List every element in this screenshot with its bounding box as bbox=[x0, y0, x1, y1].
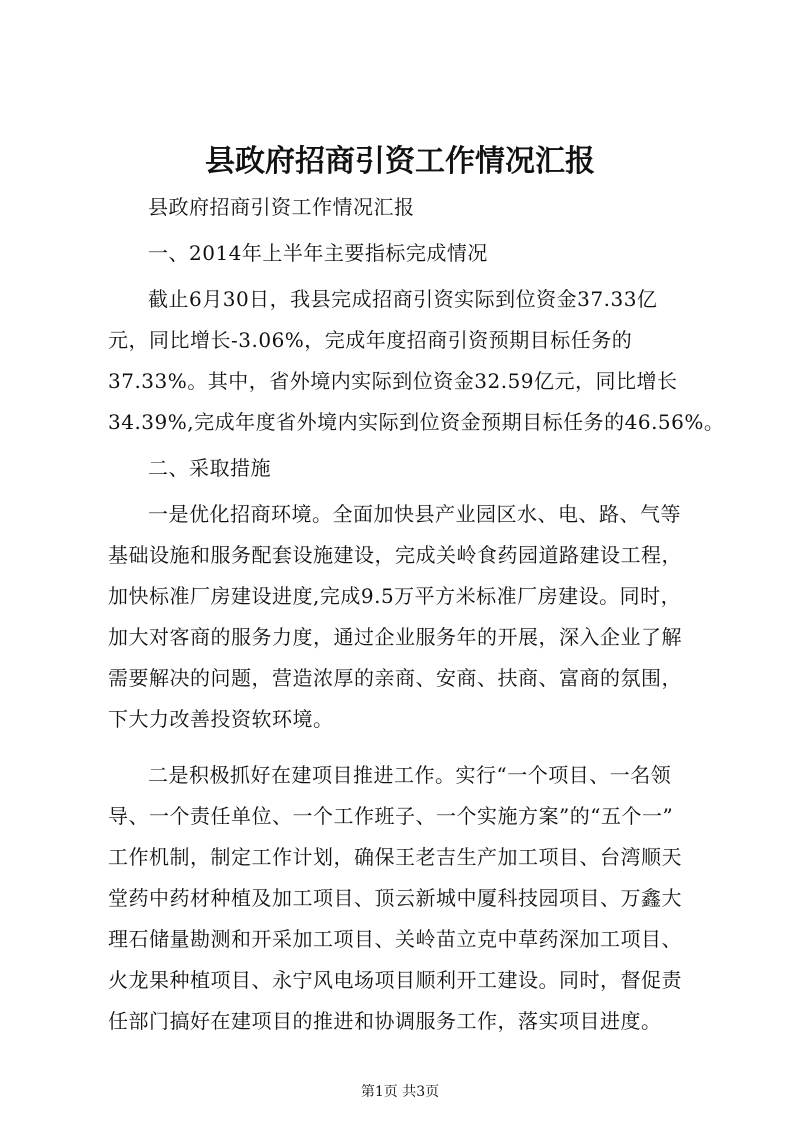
paragraph-line: 导、一个责任单位、一个工作班子、一个实施方案”的“五个一” bbox=[108, 804, 674, 828]
paragraph-line: 堂药中药材种植及加工项目、顶云新城中厦科技园项目、万鑫大 bbox=[108, 886, 682, 910]
paragraph-line: 火龙果种植项目、永宁风电场项目顺利开工建设。同时，督促责 bbox=[108, 968, 682, 992]
paragraph-3 bbox=[108, 755, 708, 1042]
paragraph-line: 任部门搞好在建项目的推进和协调服务工作，落实项目进度。 bbox=[108, 1009, 662, 1033]
page-title: 县政府招商引资工作情况汇报 bbox=[205, 144, 595, 179]
subtitle-line: 县政府招商引资工作情况汇报 bbox=[148, 195, 415, 219]
paragraph-2 bbox=[108, 494, 708, 740]
section-heading-1: 一、2014年上半年主要指标完成情况 bbox=[148, 241, 488, 265]
paragraph-1 bbox=[108, 279, 725, 443]
paragraph-line: 理石储量勘测和开采加工项目、关岭苗立克中草药深加工项目、 bbox=[108, 927, 682, 951]
paragraph-line: 需要解决的问题，营造浓厚的亲商、安商、扶商、富商的氛围， bbox=[108, 666, 682, 690]
paragraph-line: 工作机制，制定工作计划，确保王老吉生产加工项目、台湾顺天 bbox=[108, 845, 682, 869]
page-footer: 第1页 共3页 bbox=[360, 1084, 440, 1100]
paragraph-line: 截止6月30日，我县完成招商引资实际到位资金37.33亿 bbox=[148, 287, 658, 311]
paragraph-line: 37.33%。其中，省外境内实际到位资金32.59亿元，同比增长 bbox=[108, 369, 678, 393]
paragraph-line: 加大对客商的服务力度，通过企业服务年的开展，深入企业了解 bbox=[108, 625, 682, 649]
paragraph-line: 下大力改善投资软环境。 bbox=[108, 707, 334, 731]
paragraph-line: 元，同比增长-3.06%，完成年度招商引资预期目标任务的 bbox=[108, 328, 633, 352]
paragraph-line: 加快标准厂房建设进度,完成9.5万平方米标准厂房建设。同时， bbox=[108, 584, 682, 608]
paragraph-line: 34.39%,完成年度省外境内实际到位资金预期目标任务的46.56%。 bbox=[108, 410, 725, 434]
paragraph-line: 基础设施和服务配套设施建设，完成关岭食药园道路建设工程， bbox=[108, 543, 682, 567]
paragraph-line: 二是积极抓好在建项目推进工作。实行“一个项目、一名领 bbox=[148, 763, 672, 787]
document-body bbox=[108, 187, 725, 1047]
paragraph-line: 一是优化招商环境。全面加快县产业园区水、电、路、气等 bbox=[148, 502, 681, 526]
section-heading-2: 二、采取措施 bbox=[148, 456, 271, 480]
